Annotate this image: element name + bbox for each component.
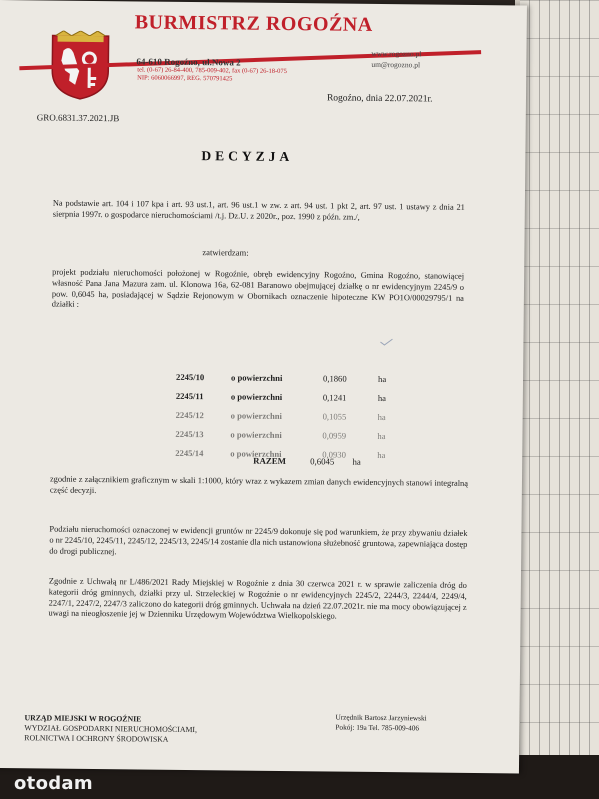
parcel-area: 0,0930 xyxy=(322,448,346,460)
contact-line-ids: NIP: 6060066997, REG. 570791425 xyxy=(137,74,233,83)
total-label: RAZEM xyxy=(253,455,286,467)
total-area: 0,6045 xyxy=(310,456,335,467)
parcel-number: 2245/10 xyxy=(176,371,205,382)
total-row xyxy=(253,456,361,467)
clerk-name: Urzędnik Bartosz Jarzyniewski xyxy=(335,712,427,723)
case-reference: GRO.6831.37.2021.JB xyxy=(36,112,120,124)
parcel-area: 0,1860 xyxy=(323,372,347,384)
office-stamp xyxy=(24,713,197,745)
parcel-row xyxy=(176,367,386,388)
parcel-area: 0,0959 xyxy=(322,429,347,441)
mayor-title: BURMISTRZ ROGOŹNA xyxy=(134,11,373,36)
parcel-area-label: o powierzchni xyxy=(230,390,283,402)
document-title: DECYZJA xyxy=(201,148,294,165)
graphic-attachment-paragraph: zgodnie z załącznikiem graficznym w skali 1:1000, który wraz z wykazem zmian danych ewidencyjnych stanowi integralną część decyzji. xyxy=(49,474,469,495)
parcel-unit: ha xyxy=(377,449,386,460)
parcel-unit: ha xyxy=(377,392,387,403)
contact-line-phones: tel. (0-67) 26-84-400, 785-009-402, fax (0-67) 26-18-075 xyxy=(137,66,287,76)
place-date: Rogoźno, dnia 22.07.2021r. xyxy=(326,93,433,105)
parcel-unit: ha xyxy=(377,411,386,422)
parcel-area: 0,1055 xyxy=(322,410,347,422)
department-line-1: WYDZIAŁ GOSPODARKI NIERUCHOMOŚCIAMI, xyxy=(24,723,198,735)
office-name: URZĄD MIEJSKI W ROGOŹNIE xyxy=(24,713,142,724)
parcel-area-label: o powierzchni xyxy=(231,371,283,383)
website-link: www.rogozno.pl xyxy=(371,48,422,59)
parcel-unit: ha xyxy=(377,430,386,441)
clerk-stamp xyxy=(335,713,426,734)
approval-statement: zatwierdzam: xyxy=(202,247,249,258)
contact-info xyxy=(137,66,287,84)
total-unit: ha xyxy=(352,456,361,467)
parcels-table xyxy=(175,367,387,467)
parcel-area: 0,1241 xyxy=(322,391,347,403)
office-address: 64-610 Rogoźno, ul.Nowa 2 xyxy=(136,56,241,68)
parcel-number: 2245/11 xyxy=(175,390,204,401)
parcel-number: 2245/13 xyxy=(175,428,204,439)
project-paragraph: projekt podziału nieruchomości położonej w Rogoźnie, obręb ewidencyjny Rogoźno, Gmina Rogoźno, stanowiącej własność Pana Jana Mazura zam. ul. Klonowa 16a, 62-081 Baranowo obejmującej działkę o nr ewidencyjnym 2245/9 o pow. 0,6045 ha, posiadającej w Sądzie Rejonowym w Obornikach oznaczenie hipoteczne KW PO1O/00029795/1 na działki : xyxy=(51,267,465,310)
resolution-paragraph: Zgodnie z Uchwałą nr L/486/2021 Rady Miejskiej w Rogoźnie z dnia 30 czerwca 2021 r. w sprawie zaliczenia dróg do kategorii dróg gminnych, działki przy ul. Strzeleckiej w Rogoźnie o nr ewidencyjnych 2245/2, 2244/3, 2244/4, 2249/4, 2247/1, 2247/2, 2247/3 zaliczono do kategorii dróg gminnych. Uchwała na dzień 22.07.2021r. nie ma mocy obowiązującej z uwagi na nieogłoszenie jej w Dzienniku Urzędowym Województwa Wielkopolskiego. xyxy=(48,576,467,621)
parcel-number: 2245/12 xyxy=(175,409,204,420)
parcel-number: 2245/14 xyxy=(175,447,204,458)
parcel-unit: ha xyxy=(378,373,387,384)
map-sheet xyxy=(520,0,599,760)
parcel-area-label: o powierzchni xyxy=(230,409,283,421)
parcel-area-label: o powierzchni xyxy=(230,447,282,459)
parcel-row xyxy=(175,424,385,445)
department-line-2: ROLNICTWA I OCHRONY ŚRODOWISKA xyxy=(24,733,169,744)
division-condition-paragraph: Podziału nieruchomości oznaczonej w ewidencji gruntów nr 2245/9 dokonuje się pod warunkiem, że przy zbywaniu działek o nr 2245/10, 2245/11, 2245/12, 2245/13, 2245/14 zostanie dla nich ustanowiona służebność gruntowa, zapewniająca dostęp do drogi publicznej. xyxy=(49,524,468,556)
clerk-room-phone: Pokój: 19a Tel. 785-009-406 xyxy=(335,722,420,733)
checkmark-icon xyxy=(379,338,393,346)
email-link: um@rogozno.pl xyxy=(371,59,421,70)
parcel-row xyxy=(176,386,386,407)
otodom-logo xyxy=(14,773,93,794)
logo-text: otodam xyxy=(14,773,93,794)
parcel-area-label: o powierzchni xyxy=(230,428,282,440)
web-contact xyxy=(371,48,421,71)
parcel-row xyxy=(176,405,386,426)
legal-basis-paragraph: Na podstawie art. 104 i 107 kpa i art. 93 ust.1, art. 96 ust.1 w zw. z art. 94 ust. 1 pkt 2, art. 97 ust. 1 ustawy z dnia 21 sierpnia 1997r. o gospodarce nieruchomościami /t.j. Dz.U. z 2020r., poz. 1990 z późn. zm./, xyxy=(52,198,465,222)
